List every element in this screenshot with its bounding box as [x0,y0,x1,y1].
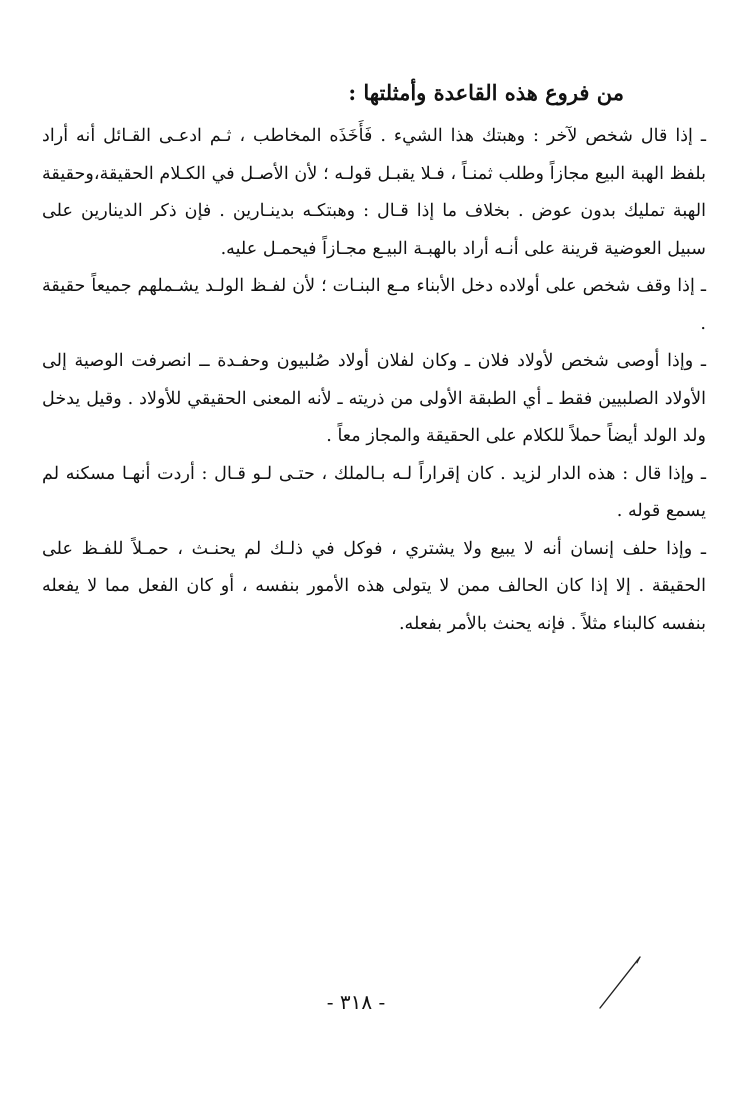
paragraph-oath-example: ـ وإذا حلف إنسان أنه لا يبيع ولا يشتري ، فوكل في ذلـك لم يحنـث ، حمـلاً للفـظ على الحقيقة . إلا إذا كان الحالف ممن لا يتولى هذه الأمور بنفسه ، أو كان الفعل مما لا يفعله بنفسه كالبناء مثلاً . فإنه يحنث بالأمر بفعله. [42,538,706,634]
paragraph-gift-example: ـ إذا قال شخص لآخر : وهبتك هذا الشيء . فَأَخَذَه المخاطب ، ثـم ادعـى القـائل أنه أراد بلفظ الهبة البيع مجازاً وطلب ثمنـاً ، فـلا يقبـل قولـه ؛ لأن الأصـل في الكـلام الحقيقة،وحقيقة الهبة تمليك بدون عوض . بخلاف ما إذا قـال : وهبتكـه بدينـارين . فإن ذكر الدينارين على سبيل العوضية قرينة على أنـه أراد بالهبـة البيـع مجـازاً فيحمـل عليه. [42,126,706,259]
body-text [42,118,706,643]
section-heading: من فروع هذه القاعدة وأمثلتها : [348,80,624,105]
paragraph-endowment-example: ـ إذا وقف شخص على أولاده دخل الأبناء مـع البنـات ؛ لأن لفـظ الولـد يشـملهم جميعاً حقيقة . [42,276,706,334]
page-number: - ٣١٨ - [326,990,386,1014]
paragraph-acknowledgment-example: ـ وإذا قال : هذه الدار لزيد . كان إقراراً لـه بـالملك ، حتـى لـو قـال : أردت أنهـا مسكنه لم يسمع قوله . [42,463,706,521]
paragraph-bequest-example: ـ وإذا أوصى شخص لأولاد فلان ـ وكان لفلان أولاد صُلبيون وحفـدة ــ انصرفت الوصية إلى الأولاد الصلبيين فقط ـ أي الطبقة الأولى من ذريته ـ لأنه المعنى الحقيقي للأولاد . وقيل يدخل ولد الولد أيضاً حملاً للكلام على الحقيقة والمجاز معاً . [42,351,706,446]
